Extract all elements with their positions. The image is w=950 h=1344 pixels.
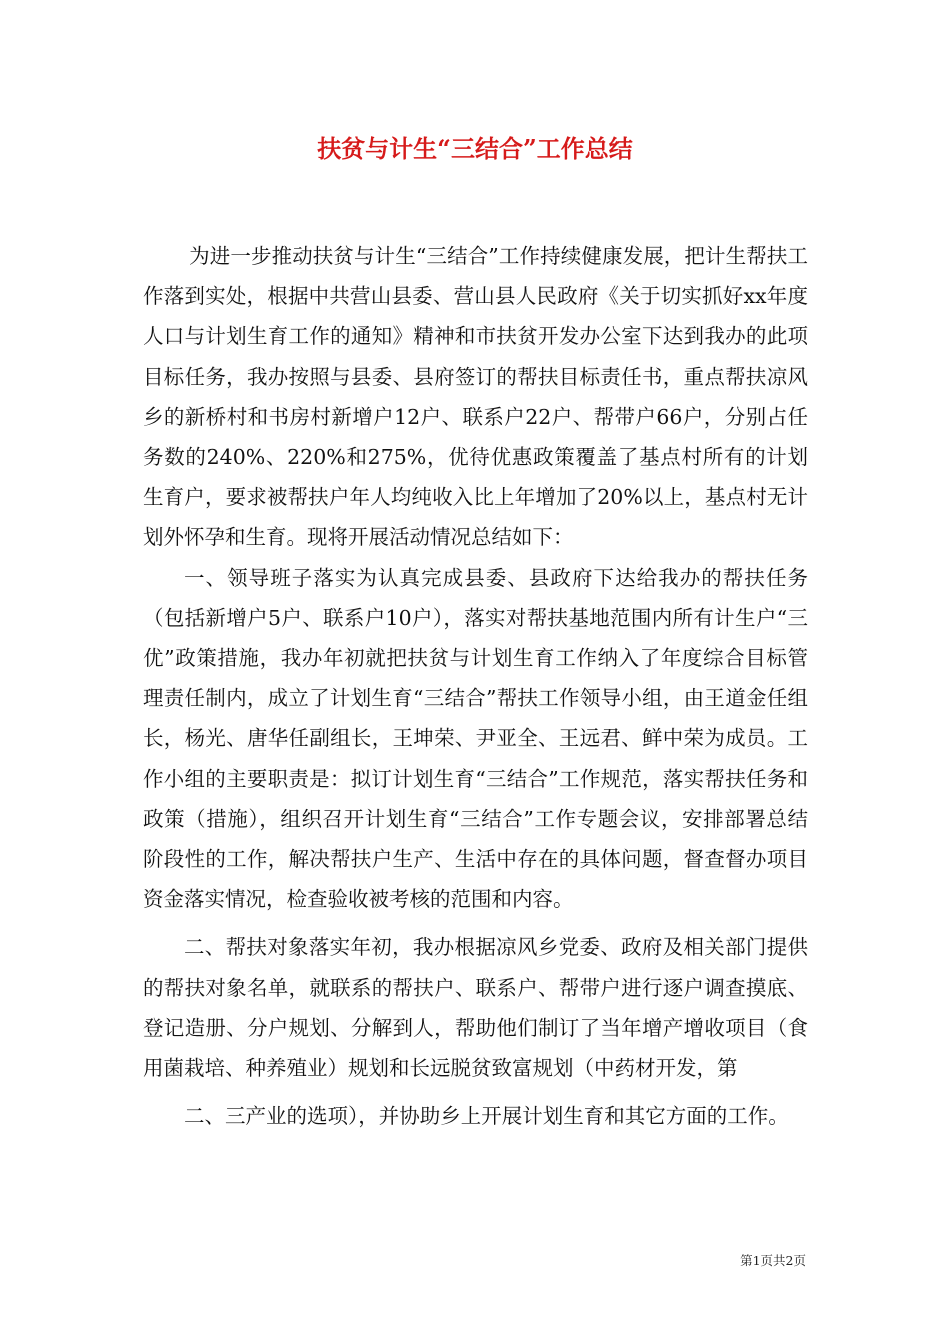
paragraph-section-2: 二、帮扶对象落实年初，我办根据凉风乡党委、政府及相关部门提供的帮扶对象名单，就联系的帮扶户、联系户、帮带户进行逐户调查摸底、登记造册、分户规划、分解到人，帮助他们制订了当年增产增收项目（食用菌栽培、种养殖业）规划和长远脱贫致富规划（中药材开发，第 xyxy=(143,935,808,1081)
paragraph-intro: 为进一步推动扶贫与计生“三结合”工作持续健康发展，把计生帮扶工作落到实处，根据中共营山县委、营山县人民政府《关于切实抓好xx年度人口与计划生育工作的通知》精神和市扶贫开发办公室下达到我办的此项目标任务，我办按照与县委、县府签订的帮扶目标责任书，重点帮扶凉风乡的新桥村和书房村新增户12户、联系户22户、帮带户66户，分别占任务数的240%、220%和275%，优待优惠政策覆盖了基点村所有的计划生育户，要求被帮扶户年人均纯收入比上年增加了20%以上，基点村无计划外怀孕和生育。现将开展活动情况总结如下： xyxy=(143,244,808,550)
document-body xyxy=(143,236,808,1136)
document-title: 扶贫与计生“三结合”工作总结 xyxy=(317,134,633,163)
page-number-footer: 第1页共2页 xyxy=(740,1253,806,1268)
paragraph-section-1: 一、领导班子落实为认真完成县委、县政府下达给我办的帮扶任务（包括新增户5户、联系户10户），落实对帮扶基地范围内所有计生户“三优”政策措施，我办年初就把扶贫与计划生育工作纳入了年度综合目标管理责任制内，成立了计划生育“三结合”帮扶工作领导小组，由王道金任组长，杨光、唐华任副组长，王坤荣、尹亚全、王远君、鲜中荣为成员。工作小组的主要职责是：拟订计划生育“三结合”工作规范，落实帮扶任务和政策（措施），组织召开计划生育“三结合”工作专题会议，安排部署总结阶段性的工作，解决帮扶户生产、生活中存在的具体问题，督查督办项目资金落实情况，检查验收被考核的范围和内容。 xyxy=(143,565,808,912)
paragraph-section-2-continued: 二、三产业的选项），并协助乡上开展计划生育和其它方面的工作。 xyxy=(184,1104,789,1129)
